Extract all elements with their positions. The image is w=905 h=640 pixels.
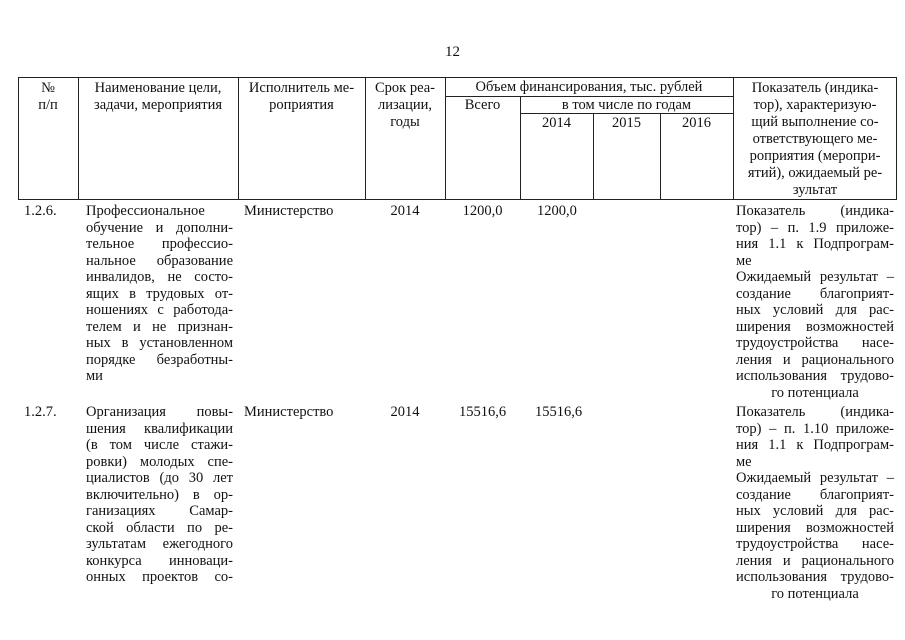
row-name-line: ящих в трудовых от- [86, 285, 233, 302]
row-total: 1200,0 [462, 203, 503, 219]
row-indicator-line: использования трудово- [736, 368, 894, 384]
row-executor: Министерство [244, 203, 334, 219]
header-exec-line: Исполнитель ме- [248, 80, 355, 96]
header-exec-line: роприятия [269, 97, 334, 113]
row-indicator-line: Ожидаемый результат – [736, 470, 894, 486]
row-name-line: Профессиональное [86, 203, 205, 219]
row-indicator-line: Ожидаемый результат – [736, 269, 894, 285]
page-number: 12 [445, 44, 460, 60]
row-indicator-line: Показатель (индика- [736, 404, 894, 420]
row-name-line: обучение и дополни- [86, 219, 233, 236]
header-indicator-line: ответствующего ме- [752, 131, 878, 147]
row-indicator-line: ширения возможностей [736, 318, 894, 335]
row-indicator [736, 203, 894, 401]
header-years-group: в том числе по годам [561, 97, 692, 113]
row-indicator-line: ме [736, 453, 752, 470]
header-term [365, 80, 445, 131]
row-indicator-line: ных условий для рас- [736, 503, 894, 519]
row-name-line: тельное профессио- [86, 236, 233, 252]
row-name-line: ской области по ре- [86, 519, 233, 536]
row-name-line: ровки) молодых спе- [86, 453, 233, 470]
row-indicator-line: ных условий для рас- [736, 302, 894, 318]
row-indicator-line: трудоустройства насе- [736, 335, 894, 351]
header-term-line: Срок реа- [375, 80, 435, 96]
header-term-line: годы [390, 114, 420, 130]
row-name [86, 404, 233, 586]
header-indicator-line: щий выполнение со- [751, 114, 879, 130]
row-indicator [736, 404, 894, 602]
row-indicator-line: ме [736, 252, 752, 269]
row-indicator-line: ления и рационального [736, 351, 894, 368]
row-indicator-line: тор) – п. 1.10 приложе- [736, 420, 894, 437]
row-name-line: ганизациях Самар- [86, 503, 233, 519]
header-term-line: лизации, [377, 97, 433, 113]
header-num-line: п/п [38, 97, 58, 113]
row-name-line: телем и не признан- [86, 318, 233, 335]
row-name-line: ных в установленном [86, 335, 233, 351]
header-executor [238, 80, 365, 114]
row-total: 15516,6 [458, 404, 507, 420]
row-2014: 1200,0 [537, 203, 577, 219]
row-name-line: шения квалификации [86, 420, 233, 437]
row-indicator-line: трудоустройства насе- [736, 536, 894, 552]
row-name [86, 203, 233, 385]
header-indicator-line: роприятия (меропри- [749, 148, 881, 164]
row-num: 1.2.7. [24, 404, 57, 420]
header-year-2014: 2014 [542, 115, 571, 131]
row-indicator-line: ширения возможностей [736, 519, 894, 536]
row-indicator-line: ния 1.1 к Подпрограм- [736, 437, 894, 453]
row-indicator-line: го потенциала [771, 585, 859, 602]
header-num-line: № [41, 80, 55, 96]
header-year-2016: 2016 [682, 115, 711, 131]
row-indicator-line: создание благоприят- [736, 486, 894, 503]
header-name-line: Наименование цели, [94, 80, 222, 96]
header-indicator [735, 80, 895, 199]
row-name-line: циалистов (до 30 лет [86, 470, 233, 486]
row-name-line: (в том числе стажи- [86, 437, 233, 453]
row-indicator-line: ления и рационального [736, 552, 894, 569]
row-2014: 15516,6 [535, 404, 583, 420]
row-term: 2014 [390, 203, 420, 219]
header-indicator-line: тор), характеризую- [753, 97, 877, 113]
row-name-line: ношениях с работода- [86, 302, 233, 318]
row-name-line: конкурса инноваци- [86, 552, 233, 569]
header-num [18, 80, 78, 114]
row-term: 2014 [390, 404, 420, 420]
header-indicator-line: ятий), ожидаемый ре- [747, 165, 883, 181]
row-name-line: порядке безработны- [86, 351, 233, 368]
header-indicator-line: Показатель (индика- [751, 80, 879, 96]
row-name-line: включительно) в ор- [86, 486, 233, 503]
row-name-line: зультатам ежегодного [86, 536, 233, 552]
row-name-line: ми [86, 368, 103, 384]
row-name-line: нальное образование [86, 252, 233, 269]
header-indicator-line: зультат [792, 182, 838, 198]
header-name-line: задачи, мероприятия [93, 97, 222, 113]
row-executor: Министерство [244, 404, 334, 420]
row-name-line: онных проектов со- [86, 569, 233, 585]
row-num: 1.2.6. [24, 203, 57, 219]
row-indicator-line: тор) – п. 1.9 приложе- [736, 219, 894, 236]
header-year-2015: 2015 [612, 115, 641, 131]
row-indicator-line: Показатель (индика- [736, 203, 894, 219]
header-name [78, 80, 238, 114]
row-indicator-line: го потенциала [771, 384, 859, 401]
row-indicator-line: ния 1.1 к Подпрограм- [736, 236, 894, 252]
row-indicator-line: использования трудово- [736, 569, 894, 585]
row-name-line: инвалидов, не состо- [86, 269, 233, 285]
row-indicator-line: создание благоприят- [736, 285, 894, 302]
header-total: Всего [464, 97, 501, 113]
header-financing: Объем финансирования, тыс. рублей [475, 79, 703, 95]
row-name-line: Организация повы- [86, 404, 233, 420]
